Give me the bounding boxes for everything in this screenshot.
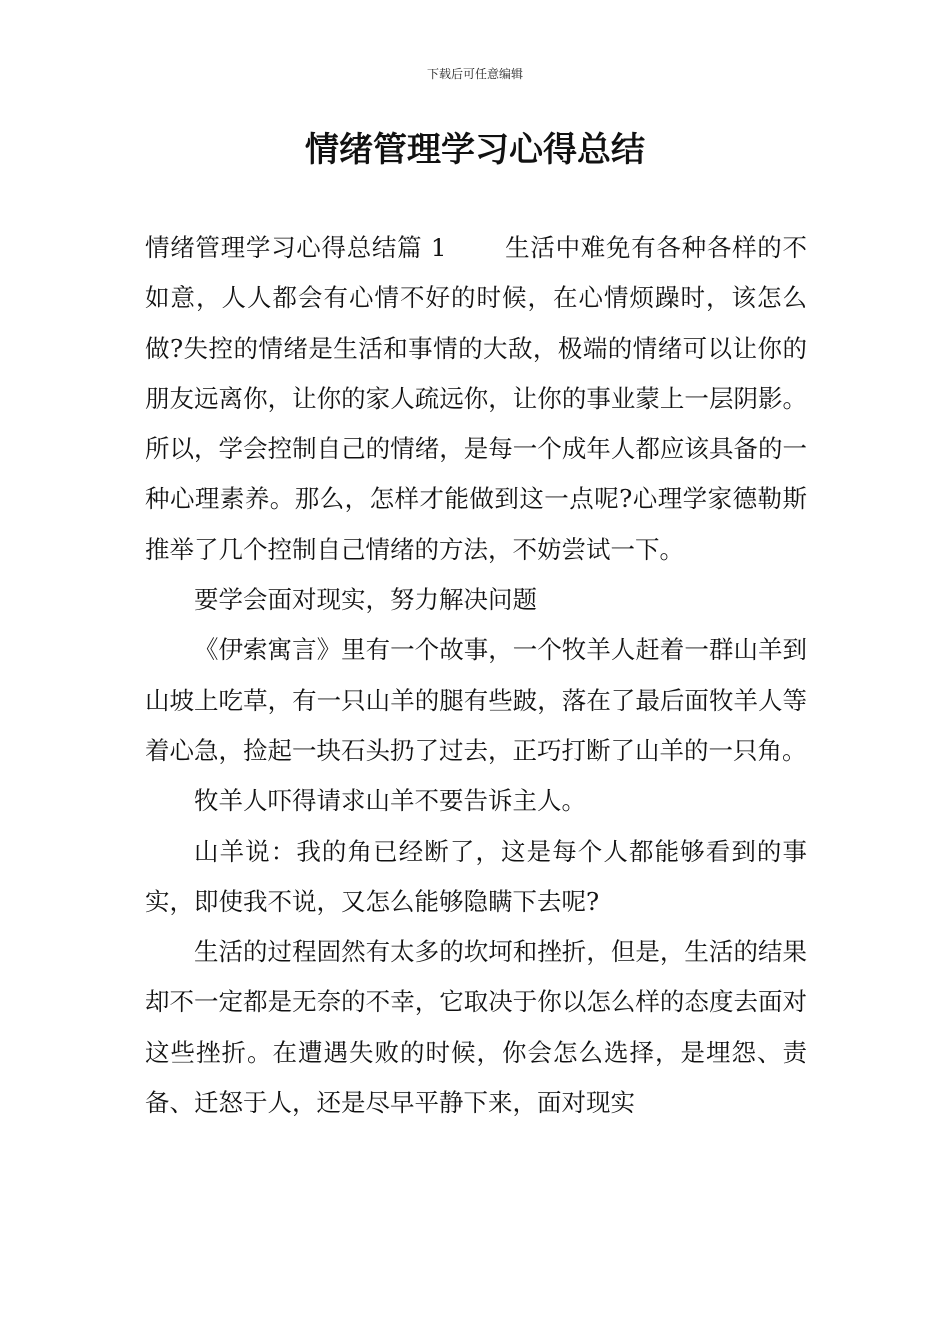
document-title: 情绪管理学习心得总结 [305, 130, 645, 170]
subheading: 要学会面对现实，努力解决问题 [194, 585, 537, 615]
paragraph: 《伊索寓言》里有一个故事，一个牧羊人赶着一群山羊到山坡上吃草，有一只山羊的腿有些跛，落在了最后面牧羊人等着心急，捡起一块石头扔了过去，正巧打断了山羊的一只角。 [145, 635, 807, 765]
paragraph-intro [145, 223, 807, 575]
paragraph: 生活的过程固然有太多的坎坷和挫折，但是，生活的结果却不一定都是无奈的不幸，它取决于你以怎么样的态度去面对这些挫折。在遭遇失败的时候，你会怎么选择，是埋怨、责备、迁怒于人，还是尽早平静下来，面对现实 [145, 937, 807, 1118]
paragraph: 牧羊人吓得请求山羊不要告诉主人。 [194, 786, 586, 816]
document-body [145, 223, 807, 1128]
paragraph-1-text: 生活中难免有各种各样的不如意，人人都会有心情不好的时候，在心情烦躁时，该怎么做?失控的情绪是生活和事情的大敌，极端的情绪可以让你的朋友远离你，让你的家人疏远你，让你的事业蒙上一层阴影。所以，学会控制自己的情绪，是每一个成年人都应该具备的一种心理素养。那么，怎样才能做到这一点呢?心理学家德勒斯推举了几个控制自己情绪的方法，不妨尝试一下。 [145, 233, 807, 564]
header-note: 下载后可任意编辑 [426, 67, 523, 81]
section-label: 情绪管理学习心得总结篇 1 [145, 233, 447, 262]
paragraph: 山羊说：我的角已经断了，这是每个人都能够看到的事实，即使我不说，又怎么能够隐瞒下去呢? [145, 836, 807, 916]
